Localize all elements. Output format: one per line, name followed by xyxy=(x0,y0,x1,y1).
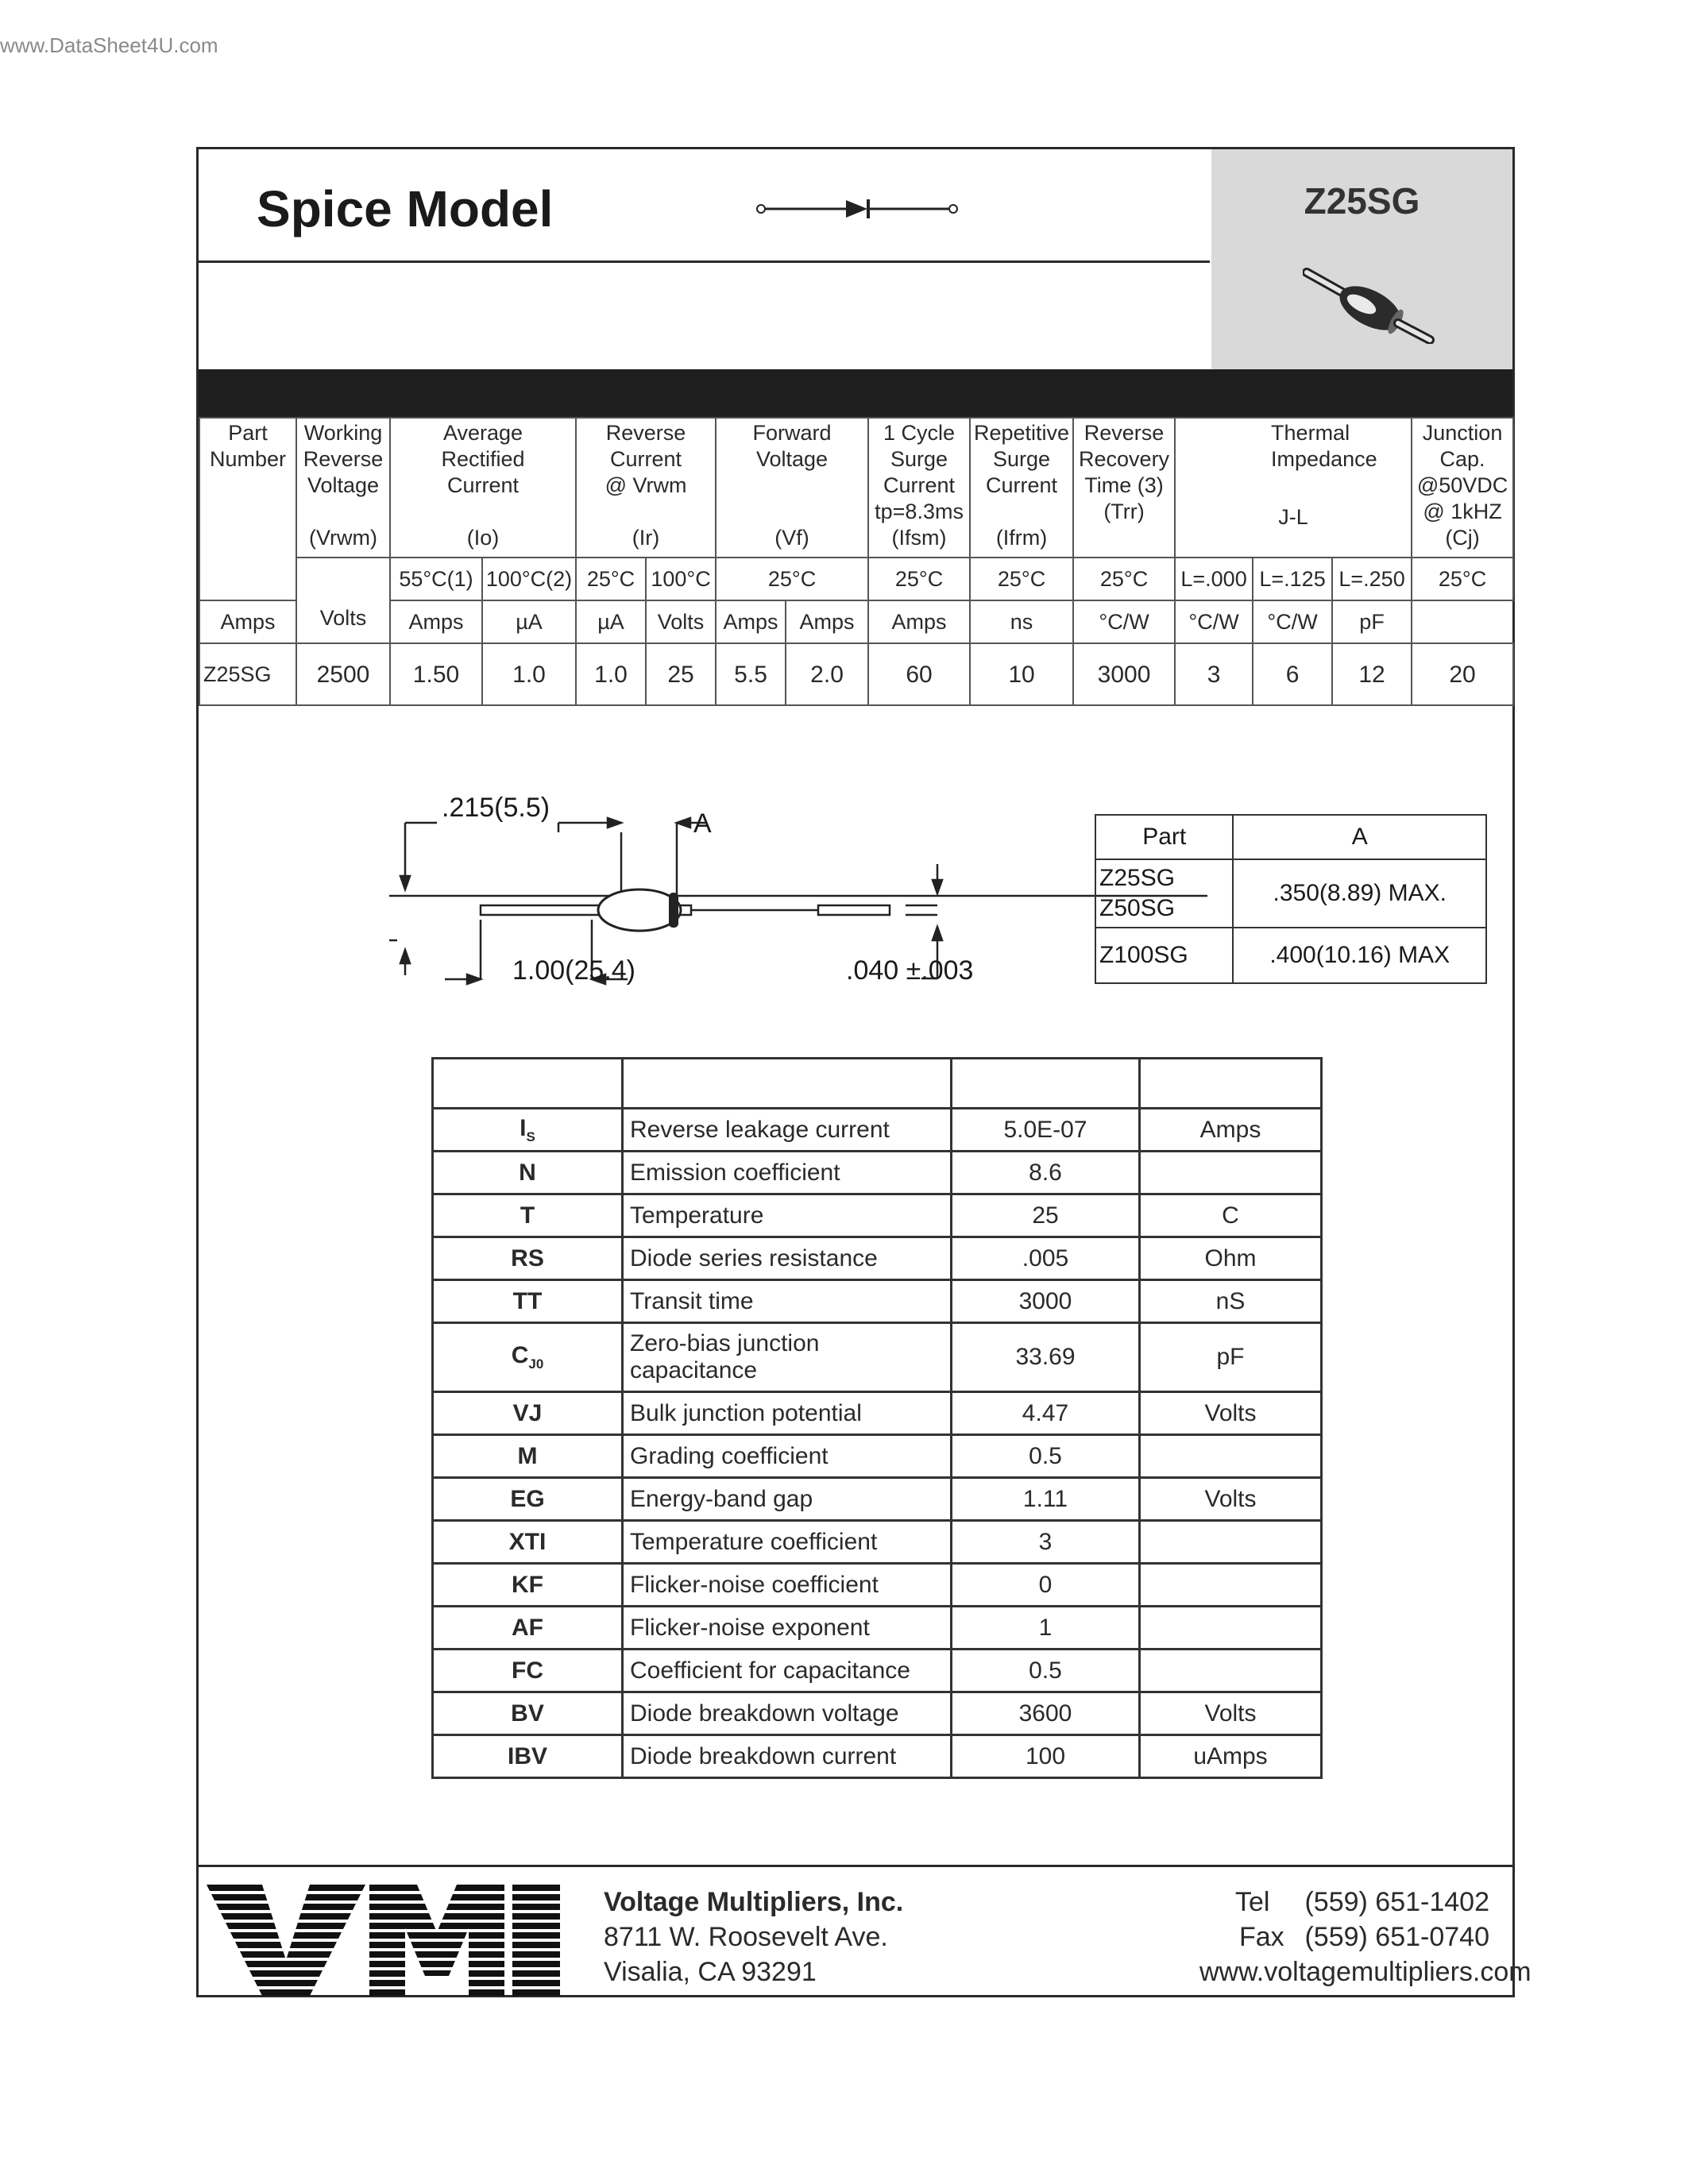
company-address-line1: 8711 W. Roosevelt Ave. xyxy=(604,1922,888,1952)
spice-unit-cell xyxy=(1140,1152,1322,1194)
dimension-header-part: Part xyxy=(1095,815,1233,859)
spec-condition-cell: 25°C xyxy=(1412,558,1513,600)
diode-symbol-icon xyxy=(755,193,961,225)
spice-symbol-cell: KF xyxy=(433,1564,623,1607)
spec-unit-cell: ns xyxy=(970,600,1073,643)
company-name: Voltage Multipliers, Inc. xyxy=(604,1887,904,1917)
spec-value-cell: 1.50 xyxy=(390,643,482,705)
spice-symbol-cell: FC xyxy=(433,1650,623,1692)
part-code-box xyxy=(1211,149,1512,369)
spice-description-cell: Zero-bias junction capacitance xyxy=(623,1323,952,1392)
page-title: Spice Model xyxy=(257,180,554,237)
spice-parameter-row xyxy=(433,1478,1322,1521)
spice-unit-cell: uAmps xyxy=(1140,1735,1322,1778)
spice-value-cell: 4.47 xyxy=(952,1392,1140,1435)
spec-value-cell: 6 xyxy=(1253,643,1332,705)
spice-parameter-row xyxy=(433,1521,1322,1564)
contact-block xyxy=(1199,1885,1532,1989)
spice-description-cell: Emission coefficient xyxy=(623,1152,952,1194)
vmi-logo xyxy=(207,1885,572,2000)
watermark: www.DataSheet4U.com xyxy=(0,33,218,57)
spice-symbol-cell: $I_S$ xyxy=(433,1109,623,1152)
dimension-a-cell: .400(10.16) MAX xyxy=(1233,928,1486,983)
spec-unit-cell: °C/W xyxy=(1175,600,1253,643)
spice-value-cell: 3600 xyxy=(952,1692,1140,1735)
spec-unit-cell: °C/W xyxy=(1073,600,1175,643)
spice-parameter-row xyxy=(433,1564,1322,1607)
spice-parameter-row xyxy=(433,1152,1322,1194)
spec-condition-cell: 100°C xyxy=(646,558,716,600)
dimension-body-label: .215(5.5) xyxy=(442,793,550,823)
spec-condition-cell: 100°C(2) xyxy=(482,558,576,600)
spec-value-cell: 5.5 xyxy=(716,643,786,705)
spice-parameter-row xyxy=(433,1735,1322,1778)
spec-value-cell: 3000 xyxy=(1073,643,1175,705)
tel-number: (559) 651-1402 xyxy=(1304,1887,1489,1917)
spice-unit-cell xyxy=(1140,1607,1322,1650)
part-code: Z25SG xyxy=(1304,180,1420,222)
spec-condition-cell: L=.125 xyxy=(1253,558,1332,600)
spec-condition-cell: 25°C xyxy=(1073,558,1175,600)
spec-header-cell: Junction Cap. @50VDC @ 1kHZ (Cj) xyxy=(1412,418,1513,558)
spice-parameter-row xyxy=(433,1280,1322,1323)
spec-condition-cell: 25°C xyxy=(716,558,868,600)
spice-symbol-cell: M xyxy=(433,1435,623,1478)
spec-condition-cell: L=.250 xyxy=(1332,558,1412,600)
spice-description-cell: Transit time xyxy=(623,1280,952,1323)
fax-row xyxy=(1199,1920,1489,1954)
spec-header-cell: Part Number xyxy=(199,418,296,600)
website-link[interactable]: www.voltagemultipliers.com xyxy=(1199,1957,1532,1987)
dimension-a-label: A xyxy=(693,808,712,839)
spice-symbol-cell: $C_{J0}$ xyxy=(433,1323,623,1392)
spice-symbol-cell: TT xyxy=(433,1280,623,1323)
spec-unit-cell: Amps xyxy=(868,600,970,643)
spec-unit-cell: Amps xyxy=(786,600,868,643)
spice-unit-cell: pF xyxy=(1140,1323,1322,1392)
spice-parameter-row xyxy=(433,1109,1322,1152)
spice-unit-cell: C xyxy=(1140,1194,1322,1237)
spice-description-cell: Flicker-noise exponent xyxy=(623,1607,952,1650)
spice-description-cell: Bulk junction potential xyxy=(623,1392,952,1435)
spice-value-cell: 3 xyxy=(952,1521,1140,1564)
spice-value-cell: 0 xyxy=(952,1564,1140,1607)
spice-unit-cell: Volts xyxy=(1140,1478,1322,1521)
spice-value-cell: 3000 xyxy=(952,1280,1140,1323)
spec-unit-cell: Amps xyxy=(390,600,482,643)
spice-unit-cell: Amps xyxy=(1140,1109,1322,1152)
footer-rule xyxy=(199,1865,1512,1867)
dimension-lead-label: 1.00(25.4) xyxy=(512,955,635,986)
spec-value-cell: 1.0 xyxy=(576,643,646,705)
spice-value-cell: 100 xyxy=(952,1735,1140,1778)
spec-header-cell: Forward Voltage (Vf) xyxy=(716,418,868,558)
spec-value-cell: 20 xyxy=(1412,643,1513,705)
spice-unit-cell xyxy=(1140,1650,1322,1692)
spice-parameter-row xyxy=(433,1237,1322,1280)
dimension-a-cell: .350(8.89) MAX. xyxy=(1233,859,1486,928)
dimension-wire-label: .040 ±.003 xyxy=(846,955,974,986)
dimension-table xyxy=(1095,814,1487,984)
spice-value-cell: 5.0E-07 xyxy=(952,1109,1140,1152)
spice-symbol-cell: XTI xyxy=(433,1521,623,1564)
spec-unit-cell: Volts xyxy=(646,600,716,643)
spec-units-row xyxy=(199,600,1513,643)
spec-value-cell: 2.0 xyxy=(786,643,868,705)
spec-condition-cell: 25°C xyxy=(868,558,970,600)
spec-unit-cell: pF xyxy=(1332,600,1412,643)
title-rule xyxy=(199,260,1210,263)
spec-header-cell: Reverse Current @ Vrwm (Ir) xyxy=(576,418,716,558)
spec-value-cell: 3 xyxy=(1175,643,1253,705)
spice-unit-cell: nS xyxy=(1140,1280,1322,1323)
spice-unit-cell: Ohm xyxy=(1140,1237,1322,1280)
spec-value-cell: 25 xyxy=(646,643,716,705)
spice-unit-cell xyxy=(1140,1564,1322,1607)
spice-value-cell: 0.5 xyxy=(952,1650,1140,1692)
spice-description-cell: Grading coefficient xyxy=(623,1435,952,1478)
section-bar xyxy=(199,369,1512,417)
spec-unit-cell: Amps xyxy=(199,600,296,643)
spice-value-cell: 1 xyxy=(952,1607,1140,1650)
spice-description-cell: Temperature xyxy=(623,1194,952,1237)
spice-description-cell: Energy-band gap xyxy=(623,1478,952,1521)
dimension-part-cell: Z100SG xyxy=(1095,928,1233,983)
spec-condition-cell: 25°C xyxy=(970,558,1073,600)
spec-value-cell: 12 xyxy=(1332,643,1412,705)
spice-description-cell: Diode breakdown current xyxy=(623,1735,952,1778)
spec-condition-cell: 25°C xyxy=(576,558,646,600)
spice-value-cell: 25 xyxy=(952,1194,1140,1237)
spice-description-cell: Coefficient for capacitance xyxy=(623,1650,952,1692)
spice-symbol-cell: T xyxy=(433,1194,623,1237)
spice-value-cell: 8.6 xyxy=(952,1152,1140,1194)
spec-value-cell: 2500 xyxy=(296,643,390,705)
diode-package-icon xyxy=(1303,264,1438,344)
spice-unit-cell xyxy=(1140,1435,1322,1478)
spice-description-cell: Flicker-noise coefficient xyxy=(623,1564,952,1607)
spice-header-row xyxy=(433,1059,1322,1109)
spec-conditions-row xyxy=(199,558,1513,600)
spice-value-cell: 33.69 xyxy=(952,1323,1140,1392)
spice-value-cell: 0.5 xyxy=(952,1435,1140,1478)
spice-symbol-cell: EG xyxy=(433,1478,623,1521)
spec-part-cell: Z25SG xyxy=(199,643,296,705)
spice-parameter-row xyxy=(433,1392,1322,1435)
spice-parameter-row xyxy=(433,1692,1322,1735)
dimension-part-cell: Z25SG Z50SG xyxy=(1095,859,1233,928)
spice-symbol-cell: BV xyxy=(433,1692,623,1735)
spice-symbol-cell: VJ xyxy=(433,1392,623,1435)
spice-symbol-cell: IBV xyxy=(433,1735,623,1778)
company-block xyxy=(604,1885,903,1989)
spec-header-cell: Reverse Recovery Time (3) (Trr) xyxy=(1073,418,1175,558)
spec-header-row xyxy=(199,418,1513,558)
company-address-line2: Visalia, CA 93291 xyxy=(604,1957,817,1987)
spec-data-row xyxy=(199,643,1513,705)
spice-symbol-cell: RS xyxy=(433,1237,623,1280)
spice-parameter-table xyxy=(431,1057,1323,1779)
tel-label: Tel xyxy=(1235,1887,1270,1917)
spec-value-cell: 1.0 xyxy=(482,643,576,705)
spec-header-cell: Average Rectified Current (Io) xyxy=(390,418,576,558)
spec-header-cell: 1 Cycle Surge Current tp=8.3ms (Ifsm) xyxy=(868,418,970,558)
spice-symbol-cell: N xyxy=(433,1152,623,1194)
spice-description-cell: Temperature coefficient xyxy=(623,1521,952,1564)
spice-unit-cell: Volts xyxy=(1140,1692,1322,1735)
spec-condition-cell: 55°C(1) xyxy=(390,558,482,600)
spice-unit-cell: Volts xyxy=(1140,1392,1322,1435)
fax-label: Fax xyxy=(1239,1922,1284,1952)
spice-parameter-row xyxy=(433,1650,1322,1692)
spice-description-cell: Diode breakdown voltage xyxy=(623,1692,952,1735)
spec-table xyxy=(199,417,1514,706)
datasheet-frame xyxy=(196,147,1532,1997)
spice-parameter-row xyxy=(433,1323,1322,1392)
dimension-table-header xyxy=(1095,815,1486,859)
spec-unit-cell: µA xyxy=(482,600,576,643)
dimension-table-row xyxy=(1095,928,1486,983)
spice-parameter-row xyxy=(433,1194,1322,1237)
spec-unit-cell: °C/W xyxy=(1253,600,1332,643)
spice-symbol-cell: AF xyxy=(433,1607,623,1650)
spice-value-cell: .005 xyxy=(952,1237,1140,1280)
spice-parameter-row xyxy=(433,1607,1322,1650)
spec-value-cell: 60 xyxy=(868,643,970,705)
spec-unit-cell: Amps xyxy=(716,600,786,643)
tel-row xyxy=(1199,1885,1489,1920)
spice-unit-cell xyxy=(1140,1521,1322,1564)
spec-header-cell: Working Reverse Voltage (Vrwm) xyxy=(296,418,390,558)
spec-condition-cell: L=.000 xyxy=(1175,558,1253,600)
dimension-table-row xyxy=(1095,859,1486,928)
spec-unit-cell: µA xyxy=(576,600,646,643)
spec-value-cell: 10 xyxy=(970,643,1073,705)
fax-number: (559) 651-0740 xyxy=(1304,1922,1489,1952)
spec-header-cell: Thermal Impedance J-L xyxy=(1175,418,1412,558)
spice-description-cell: Reverse leakage current xyxy=(623,1109,952,1152)
spec-unit-cell: Volts xyxy=(296,558,390,643)
dimension-header-a: A xyxy=(1233,815,1486,859)
spec-header-cell: Repetitive Surge Current (Ifrm) xyxy=(970,418,1073,558)
spice-value-cell: 1.11 xyxy=(952,1478,1140,1521)
spice-description-cell: Diode series resistance xyxy=(623,1237,952,1280)
spice-parameter-row xyxy=(433,1435,1322,1478)
